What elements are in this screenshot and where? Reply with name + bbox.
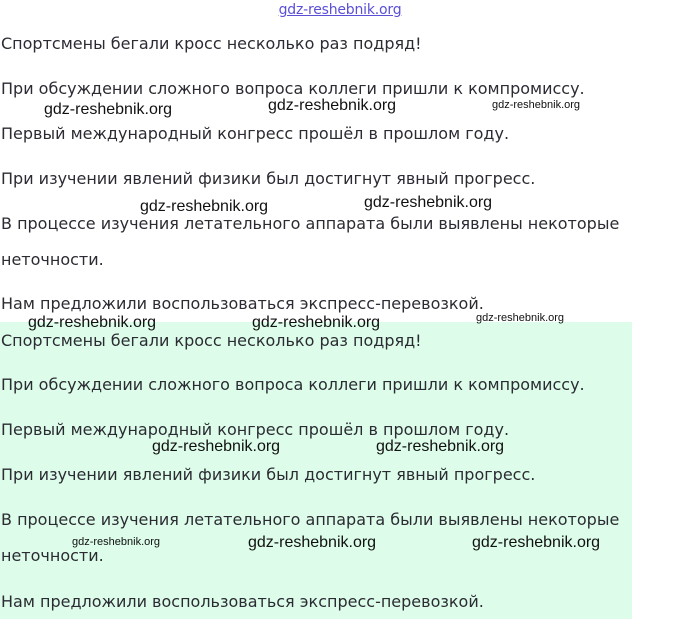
sentence-line: Спортсмены бегали кросс несколько раз подряд! (1, 34, 422, 53)
watermark: gdz-reshebnik.org (476, 312, 565, 324)
sentence-line: В процессе изучения летательного аппарата были выявлены некоторые (1, 214, 620, 233)
watermark: gdz-reshebnik.org (364, 194, 493, 211)
sentence-line: В процессе изучения летательного аппарата были выявлены некоторые (1, 510, 620, 529)
watermark: gdz-reshebnik.org (472, 534, 601, 551)
watermark: gdz-reshebnik.org (152, 438, 281, 455)
sentence-line: При изучении явлений физики был достигнут явный прогресс. (1, 169, 536, 188)
sentence-line: неточности. (1, 250, 104, 269)
watermark: gdz-reshebnik.org (140, 198, 269, 215)
watermark: gdz-reshebnik.org (248, 534, 377, 551)
site-link[interactable]: gdz-reshebnik.org (278, 2, 402, 18)
sentence-line: Нам предложили воспользоваться экспресс-перевозкой. (1, 294, 484, 313)
sentence-line: Нам предложили воспользоваться экспресс-перевозкой. (1, 592, 484, 611)
sentence-line: неточности. (1, 546, 104, 565)
sentence-line: Первый международный конгресс прошёл в прошлом году. (1, 420, 510, 439)
watermark: gdz-reshebnik.org (268, 97, 397, 114)
watermark: gdz-reshebnik.org (44, 101, 173, 118)
sentence-line: При изучении явлений физики был достигнут явный прогресс. (1, 465, 536, 484)
sentence-line: При обсуждении сложного вопроса коллеги пришли к компромиссу. (1, 79, 585, 98)
sentences-block-highlighted (0, 322, 632, 619)
watermark: gdz-reshebnik.org (28, 314, 157, 331)
sentence-line: Первый международный конгресс прошёл в прошлом году. (1, 124, 510, 143)
watermark: gdz-reshebnik.org (252, 314, 381, 331)
watermark: gdz-reshebnik.org (72, 536, 161, 548)
sentence-line: Спортсмены бегали кросс несколько раз подряд! (1, 331, 422, 350)
watermark: gdz-reshebnik.org (376, 438, 505, 455)
sentence-line: При обсуждении сложного вопроса коллеги пришли к компромиссу. (1, 375, 585, 394)
watermark: gdz-reshebnik.org (492, 99, 581, 111)
